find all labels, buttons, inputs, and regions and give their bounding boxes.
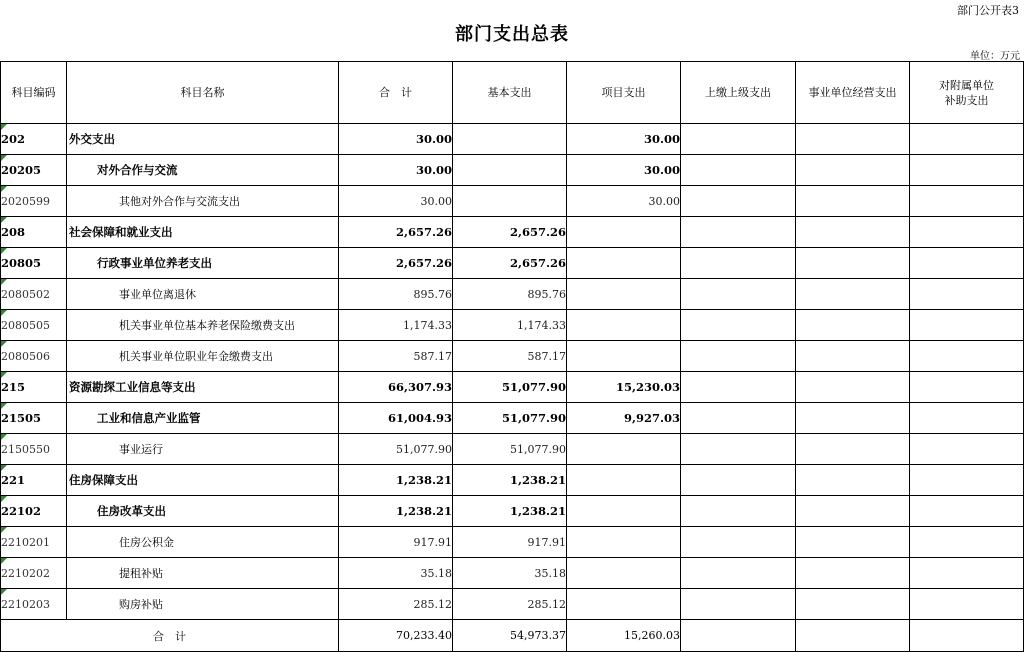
cell-project[interactable] [567, 558, 681, 589]
cell-upper[interactable] [681, 589, 796, 620]
cell-basic[interactable]: 895.76 [453, 279, 567, 310]
cell-subsidy[interactable] [910, 217, 1024, 248]
page-code: 部门公开表3 [957, 4, 1019, 17]
cell-business[interactable] [796, 558, 910, 589]
cell-basic[interactable]: 2,657.26 [453, 217, 567, 248]
table-row [1, 341, 1024, 372]
cell-project[interactable] [567, 310, 681, 341]
cell-project[interactable] [567, 341, 681, 372]
cell-project[interactable]: 30.00 [567, 186, 681, 217]
cell-basic[interactable]: 1,238.21 [453, 496, 567, 527]
cell-subsidy[interactable] [910, 465, 1024, 496]
cell-code[interactable] [1, 186, 67, 217]
cell-project[interactable] [567, 279, 681, 310]
expenditure-table [0, 61, 1024, 652]
cell-project[interactable] [567, 248, 681, 279]
total-cell-total: 70,233.40 [339, 620, 453, 652]
total-cell-project: 15,260.03 [567, 620, 681, 652]
table-row [1, 248, 1024, 279]
cell-marker-icon [1, 124, 7, 130]
cell-code[interactable] [1, 310, 67, 341]
total-cell-subsidy [910, 620, 1024, 652]
cell-code[interactable] [1, 217, 67, 248]
cell-upper[interactable] [681, 217, 796, 248]
cell-code-text: 215 [1, 380, 26, 394]
total-label: 合 计 [1, 620, 339, 652]
cell-subsidy[interactable] [910, 372, 1024, 403]
cell-basic[interactable]: 51,077.90 [453, 434, 567, 465]
cell-marker-icon [1, 434, 7, 440]
cell-code-text: 2210201 [1, 535, 50, 549]
cell-total[interactable]: 35.18 [339, 558, 453, 589]
cell-upper[interactable] [681, 186, 796, 217]
cell-code[interactable] [1, 279, 67, 310]
cell-code[interactable] [1, 558, 67, 589]
cell-basic[interactable] [453, 186, 567, 217]
cell-project[interactable] [567, 527, 681, 558]
cell-total[interactable]: 587.17 [339, 341, 453, 372]
cell-project[interactable] [567, 496, 681, 527]
cell-business[interactable] [796, 527, 910, 558]
cell-code[interactable] [1, 589, 67, 620]
table-row [1, 310, 1024, 341]
cell-marker-icon [1, 279, 7, 285]
cell-name[interactable]: 住房改革支出 [67, 496, 339, 527]
cell-subsidy[interactable] [910, 341, 1024, 372]
cell-basic[interactable]: 35.18 [453, 558, 567, 589]
table-row [1, 403, 1024, 434]
cell-name[interactable]: 其他对外合作与交流支出 [67, 186, 339, 217]
total-cell-basic: 54,973.37 [453, 620, 567, 652]
cell-code[interactable] [1, 434, 67, 465]
cell-upper[interactable] [681, 403, 796, 434]
cell-marker-icon [1, 496, 7, 502]
cell-name[interactable]: 行政事业单位养老支出 [67, 248, 339, 279]
table-row [1, 527, 1024, 558]
cell-total[interactable]: 51,077.90 [339, 434, 453, 465]
cell-code-text: 20205 [1, 163, 42, 177]
cell-business[interactable] [796, 248, 910, 279]
cell-name[interactable]: 外交支出 [67, 124, 339, 155]
unit-label: 单位：万元 [970, 51, 1020, 62]
cell-marker-icon [1, 186, 7, 192]
cell-total[interactable]: 1,174.33 [339, 310, 453, 341]
cell-total[interactable]: 30.00 [339, 155, 453, 186]
cell-project[interactable]: 9,927.03 [567, 403, 681, 434]
col-header-name: 科目名称 [67, 62, 339, 124]
cell-upper[interactable] [681, 124, 796, 155]
total-cell-business [796, 620, 910, 652]
cell-subsidy[interactable] [910, 248, 1024, 279]
table-body [1, 124, 1024, 620]
table-row [1, 372, 1024, 403]
cell-code-text: 2150550 [1, 442, 50, 456]
cell-marker-icon [1, 341, 7, 347]
cell-marker-icon [1, 155, 7, 161]
cell-code[interactable] [1, 496, 67, 527]
page-title: 部门支出总表 [455, 24, 569, 45]
col-header-project: 项目支出 [567, 62, 681, 124]
table-row [1, 279, 1024, 310]
cell-subsidy[interactable] [910, 155, 1024, 186]
cell-business[interactable] [796, 124, 910, 155]
cell-code[interactable] [1, 527, 67, 558]
cell-code-text: 2210203 [1, 597, 50, 611]
cell-basic[interactable]: 1,238.21 [453, 465, 567, 496]
cell-business[interactable] [796, 186, 910, 217]
table-row [1, 124, 1024, 155]
cell-basic[interactable]: 917.91 [453, 527, 567, 558]
cell-subsidy[interactable] [910, 186, 1024, 217]
cell-total[interactable]: 30.00 [339, 124, 453, 155]
cell-basic[interactable] [453, 155, 567, 186]
cell-code[interactable] [1, 465, 67, 496]
cell-marker-icon [1, 403, 7, 409]
cell-upper[interactable] [681, 248, 796, 279]
cell-subsidy[interactable] [910, 434, 1024, 465]
cell-name[interactable]: 机关事业单位基本养老保险缴费支出 [67, 310, 339, 341]
cell-business[interactable] [796, 341, 910, 372]
cell-project[interactable] [567, 217, 681, 248]
cell-code-text: 208 [1, 225, 26, 239]
cell-subsidy[interactable] [910, 403, 1024, 434]
cell-name[interactable]: 住房公积金 [67, 527, 339, 558]
cell-project[interactable]: 30.00 [567, 124, 681, 155]
cell-basic[interactable]: 2,657.26 [453, 248, 567, 279]
header-row [1, 62, 1024, 124]
cell-name[interactable]: 购房补贴 [67, 589, 339, 620]
cell-business[interactable] [796, 465, 910, 496]
cell-code[interactable] [1, 403, 67, 434]
cell-marker-icon [1, 310, 7, 316]
table-row [1, 217, 1024, 248]
cell-total[interactable]: 30.00 [339, 186, 453, 217]
cell-code-text: 202 [1, 132, 26, 146]
cell-upper[interactable] [681, 465, 796, 496]
cell-code-text: 2080506 [1, 349, 50, 363]
cell-code-text: 2210202 [1, 566, 50, 580]
cell-total[interactable]: 2,657.26 [339, 248, 453, 279]
cell-name[interactable]: 资源勘探工业信息等支出 [67, 372, 339, 403]
cell-total[interactable]: 2,657.26 [339, 217, 453, 248]
cell-project[interactable] [567, 589, 681, 620]
cell-project[interactable]: 15,230.03 [567, 372, 681, 403]
cell-total[interactable]: 895.76 [339, 279, 453, 310]
col-header-basic: 基本支出 [453, 62, 567, 124]
cell-subsidy[interactable] [910, 589, 1024, 620]
cell-marker-icon [1, 372, 7, 378]
cell-code-text: 2080502 [1, 287, 50, 301]
cell-business[interactable] [796, 310, 910, 341]
cell-total[interactable]: 1,238.21 [339, 465, 453, 496]
cell-subsidy[interactable] [910, 124, 1024, 155]
col-header-upper: 上缴上级支出 [681, 62, 796, 124]
cell-basic[interactable]: 1,174.33 [453, 310, 567, 341]
table-row [1, 155, 1024, 186]
cell-total[interactable]: 917.91 [339, 527, 453, 558]
cell-business[interactable] [796, 372, 910, 403]
cell-upper[interactable] [681, 155, 796, 186]
cell-subsidy[interactable] [910, 279, 1024, 310]
cell-project[interactable]: 30.00 [567, 155, 681, 186]
cell-business[interactable] [796, 496, 910, 527]
cell-business[interactable] [796, 403, 910, 434]
cell-business[interactable] [796, 589, 910, 620]
cell-basic[interactable]: 51,077.90 [453, 403, 567, 434]
cell-subsidy[interactable] [910, 558, 1024, 589]
cell-total[interactable]: 66,307.93 [339, 372, 453, 403]
cell-code[interactable] [1, 341, 67, 372]
cell-business[interactable] [796, 217, 910, 248]
col-header-subsidy: 对附属单位补助支出 [910, 62, 1024, 124]
col-header-code: 科目编码 [1, 62, 67, 124]
cell-business[interactable] [796, 279, 910, 310]
cell-basic[interactable]: 51,077.90 [453, 372, 567, 403]
cell-total[interactable]: 285.12 [339, 589, 453, 620]
cell-subsidy[interactable] [910, 527, 1024, 558]
cell-code[interactable] [1, 155, 67, 186]
cell-marker-icon [1, 248, 7, 254]
cell-code-text: 221 [1, 473, 26, 487]
cell-upper[interactable] [681, 372, 796, 403]
cell-upper[interactable] [681, 310, 796, 341]
cell-name[interactable]: 事业运行 [67, 434, 339, 465]
cell-name[interactable]: 住房保障支出 [67, 465, 339, 496]
cell-project[interactable] [567, 465, 681, 496]
cell-name[interactable]: 事业单位离退休 [67, 279, 339, 310]
cell-basic[interactable]: 285.12 [453, 589, 567, 620]
cell-upper[interactable] [681, 527, 796, 558]
table-row [1, 589, 1024, 620]
cell-code[interactable] [1, 124, 67, 155]
cell-name[interactable]: 对外合作与交流 [67, 155, 339, 186]
table-row [1, 186, 1024, 217]
cell-code[interactable] [1, 248, 67, 279]
cell-upper[interactable] [681, 434, 796, 465]
cell-marker-icon [1, 527, 7, 533]
cell-business[interactable] [796, 155, 910, 186]
cell-total[interactable]: 61,004.93 [339, 403, 453, 434]
total-cell-upper [681, 620, 796, 652]
cell-upper[interactable] [681, 496, 796, 527]
cell-code-text: 20805 [1, 256, 42, 270]
table-row [1, 496, 1024, 527]
cell-business[interactable] [796, 434, 910, 465]
cell-code-text: 2020599 [1, 194, 50, 208]
cell-code-text: 2080505 [1, 318, 50, 332]
cell-total[interactable]: 1,238.21 [339, 496, 453, 527]
cell-code-text: 22102 [1, 504, 42, 518]
cell-subsidy[interactable] [910, 310, 1024, 341]
cell-name[interactable]: 工业和信息产业监管 [67, 403, 339, 434]
cell-upper[interactable] [681, 279, 796, 310]
total-row [1, 620, 1024, 652]
cell-code-text: 21505 [1, 411, 42, 425]
cell-name[interactable]: 社会保障和就业支出 [67, 217, 339, 248]
cell-upper[interactable] [681, 341, 796, 372]
table-row [1, 434, 1024, 465]
cell-marker-icon [1, 558, 7, 564]
cell-project[interactable] [567, 434, 681, 465]
cell-marker-icon [1, 465, 7, 471]
cell-upper[interactable] [681, 558, 796, 589]
cell-subsidy[interactable] [910, 496, 1024, 527]
cell-marker-icon [1, 217, 7, 223]
cell-name[interactable]: 提租补贴 [67, 558, 339, 589]
cell-basic[interactable]: 587.17 [453, 341, 567, 372]
cell-basic[interactable] [453, 124, 567, 155]
cell-name[interactable]: 机关事业单位职业年金缴费支出 [67, 341, 339, 372]
table-row [1, 558, 1024, 589]
table-row [1, 465, 1024, 496]
cell-code[interactable] [1, 372, 67, 403]
col-header-business: 事业单位经营支出 [796, 62, 910, 124]
cell-marker-icon [1, 589, 7, 595]
col-header-total: 合 计 [339, 62, 453, 124]
